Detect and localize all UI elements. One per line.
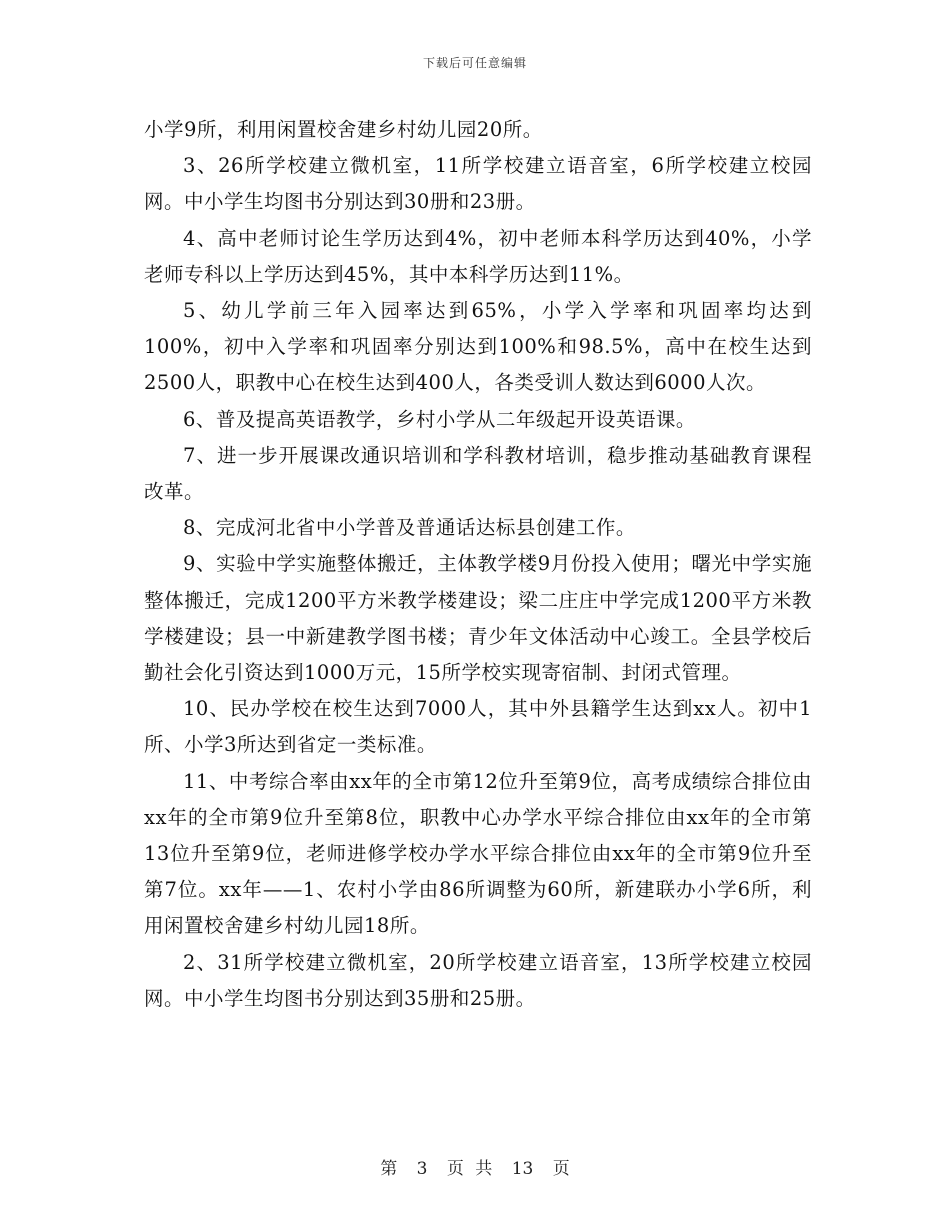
paragraph: 11、中考综合率由xx年的全市第12位升至第9位，高考成绩综合排位由xx年的全市第9位升至第8位，职教中心办学水平综合排位由xx年的全市第13位升至第9位，老师进修学校办学水平综合排位由xx年的全市第9位升至第7位。xx年——1、农村小学由86所调整为60所，新建联办小学6所，利用闲置校舍建乡村幼儿园18所。 <box>144 769 812 938</box>
paragraph: 6、普及提高英语教学，乡村小学从二年级起开设英语课。 <box>183 407 696 431</box>
paragraph: 9、实验中学实施整体搬迁，主体教学楼9月份投入使用；曙光中学实施整体搬迁，完成1200平方米教学楼建设；梁二庄庄中学完成1200平方米教学楼建设；县一中新建教学图书楼；青少年文体活动中心竣工。全县学校后勤社会化引资达到1000万元，15所学校实现寄宿制、封闭式管理。 <box>144 552 812 685</box>
paragraph: 7、进一步开展课改通识培训和学科教材培训，稳步推动基础教育课程改革。 <box>144 443 812 504</box>
document-body <box>144 112 812 1017</box>
paragraph: 2、31所学校建立微机室，20所学校建立语音室，13所学校建立校园网。中小学生均图书分别达到35册和25册。 <box>144 950 812 1010</box>
paragraph: 3、26所学校建立微机室，11所学校建立语音室，6所学校建立校园网。中小学生均图书分别达到30册和23册。 <box>144 154 812 214</box>
page-footer <box>0 1154 950 1179</box>
paragraph: 小学9所，利用闲置校舍建乡村幼儿园20所。 <box>144 118 543 141</box>
paragraph: 10、民办学校在校生达到7000人，其中外县籍学生达到xx人。初中1所、小学3所达到省定一类标准。 <box>144 697 812 757</box>
page-number-current: 3 <box>416 1159 428 1179</box>
page-number-total: 13 <box>511 1159 534 1179</box>
paragraph: 4、高中老师讨论生学历达到4%，初中老师本科学历达到40%，小学老师专科以上学历达到45%，其中本科学历达到11%。 <box>144 226 812 286</box>
page-label-prefix: 第 <box>380 1159 398 1179</box>
page-label-suffix: 页 <box>552 1159 570 1179</box>
paragraph: 8、完成河北省中小学普及普通话达标县创建工作。 <box>183 516 636 540</box>
page-label-mid: 页 共 <box>446 1159 493 1179</box>
paragraph: 5、幼儿学前三年入园率达到65%，小学入学率和巩固率均达到100%，初中入学率和巩固率分别达到100%和98.5%，高中在校生达到2500人，职教中心在校生达到400人，各类受训人数达到6000人次。 <box>144 299 812 395</box>
page-header: 下载后可任意编辑 <box>422 56 527 70</box>
